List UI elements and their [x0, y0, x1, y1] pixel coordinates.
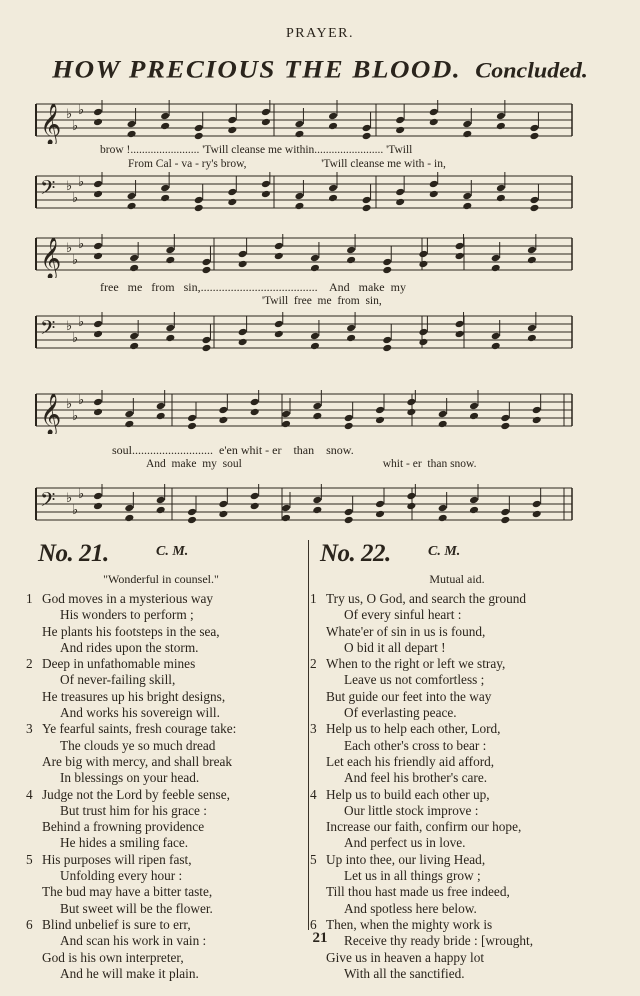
note-head	[362, 124, 372, 133]
svg-text:♭: ♭	[66, 397, 73, 412]
verse-number: 5	[310, 851, 317, 867]
note-head	[160, 112, 170, 121]
verse-line	[326, 640, 596, 656]
verse-line	[326, 884, 596, 900]
verse-text: And perfect us in love.	[344, 835, 466, 851]
note-head	[294, 192, 304, 201]
note-head	[328, 184, 338, 193]
verse-text: When to the right or left we stray,	[326, 656, 506, 672]
note-head	[529, 124, 539, 133]
note-head	[129, 254, 139, 263]
note-head	[124, 410, 134, 419]
note-head	[201, 258, 211, 267]
svg-text:♭: ♭	[78, 103, 85, 118]
svg-text:♭: ♭	[72, 253, 79, 268]
note-head	[438, 504, 448, 513]
verse-line	[26, 851, 312, 868]
verse-text: Let us in all things grow ;	[344, 868, 481, 884]
verse-text: Try us, O God, and search the ground	[326, 591, 527, 606]
note-head	[274, 242, 284, 251]
note-head	[294, 120, 304, 129]
note-head	[281, 504, 291, 513]
system2-treble-staff	[34, 234, 574, 278]
note-head	[395, 116, 405, 125]
verse-text: God is his own interpreter,	[42, 949, 184, 965]
note-head	[344, 508, 354, 517]
svg-text:♭: ♭	[66, 491, 73, 506]
verse-text: Help us to build each other up,	[326, 786, 490, 802]
verse-text: Up into thee, our living Head,	[326, 851, 486, 867]
svg-text:♭: ♭	[72, 331, 79, 346]
verse-text: In blessings on your head.	[60, 770, 200, 786]
note-head	[165, 324, 175, 333]
verse-text: With all the sanctified.	[344, 965, 465, 981]
verse-text: He hides a smiling face.	[60, 835, 189, 851]
verse-line	[310, 721, 596, 737]
note-head	[187, 508, 197, 517]
note-head	[261, 108, 271, 117]
verse-text: And spotless here below.	[344, 900, 477, 916]
verse-line	[42, 966, 312, 982]
note-head	[491, 254, 501, 263]
note-head	[496, 112, 506, 121]
note-head	[93, 398, 103, 407]
verse-line	[326, 819, 596, 835]
verse-text: And he will make it plain.	[60, 965, 199, 981]
svg-text:♭: ♭	[72, 409, 79, 424]
hymn-title	[0, 55, 640, 84]
hymn-21-number: No. 21.	[38, 540, 109, 567]
verse-line	[42, 770, 312, 786]
verse-text: Let each his friendly aid afford,	[326, 753, 495, 769]
treble-clef-icon: 𝄞	[40, 104, 62, 144]
verse-line	[326, 868, 596, 884]
verse-line	[42, 624, 312, 640]
verse-text: Then, when the mighty work is	[326, 916, 493, 932]
system2-treble-lyrics: free me from sin,....................................... And make my	[100, 280, 406, 294]
verse-line	[310, 786, 596, 803]
note-head	[469, 402, 479, 411]
note-head	[527, 246, 537, 255]
note-head	[156, 496, 166, 505]
verse-number: 6	[26, 916, 33, 932]
verse-number: 1	[310, 591, 317, 606]
system3-treble-lyrics: soul........................... e'en whit - er than snow.	[112, 443, 354, 457]
verse-line	[42, 705, 312, 721]
verse-text: Of never-failing skill,	[60, 672, 176, 688]
verse-line	[326, 950, 596, 966]
note-head	[218, 406, 228, 415]
hymn-21-meter: C. M.	[156, 544, 189, 559]
system3-treble-staff	[34, 390, 574, 434]
note-head	[227, 116, 237, 125]
verse-text: Till thou hast made us free indeed,	[326, 884, 510, 900]
verse-line	[26, 591, 312, 607]
svg-text:♭: ♭	[78, 393, 85, 408]
verse-text: His purposes will ripen fast,	[42, 851, 192, 867]
svg-text:♭: ♭	[66, 107, 73, 122]
verse-line	[326, 754, 596, 770]
treble-clef-icon: 𝄞	[40, 238, 62, 278]
verse-text: Our little stock improve :	[344, 802, 479, 818]
note-head	[310, 332, 320, 341]
verse-number: 2	[26, 656, 33, 672]
verse-line	[26, 656, 312, 672]
note-head	[418, 328, 428, 337]
verse-line	[26, 721, 312, 737]
note-head	[238, 250, 248, 259]
note-head	[165, 246, 175, 255]
verse-text: Leave us not comfortless ;	[344, 672, 485, 688]
verse-line	[42, 738, 312, 754]
verse-text: Each other's cross to bear :	[344, 737, 487, 753]
note-head	[93, 492, 103, 501]
note-head	[93, 242, 103, 251]
column-divider	[308, 540, 309, 930]
verse-line	[310, 656, 596, 672]
treble-clef-icon: 𝄞	[40, 394, 62, 434]
note-head	[227, 188, 237, 197]
verse-line	[42, 835, 312, 851]
verse-line	[42, 868, 312, 884]
note-head	[500, 414, 510, 423]
hymn-22-meter: C. M.	[428, 544, 461, 559]
note-head	[375, 406, 385, 415]
note-head	[532, 406, 542, 415]
verse-text: And scan his work in vain :	[60, 933, 207, 949]
note-head	[346, 324, 356, 333]
note-head	[156, 402, 166, 411]
verse-number: 6	[310, 916, 317, 932]
verse-line	[326, 672, 596, 688]
note-head	[529, 196, 539, 205]
svg-text:♭: ♭	[78, 237, 85, 252]
note-head	[382, 258, 392, 267]
verse-line	[42, 672, 312, 688]
hymn-21-verses	[26, 591, 312, 982]
note-head	[346, 246, 356, 255]
verse-line	[326, 689, 596, 705]
note-head	[429, 108, 439, 117]
svg-text:♭: ♭	[72, 119, 79, 134]
verse-line	[42, 607, 312, 623]
svg-text:♭: ♭	[72, 191, 79, 206]
verse-number: 4	[26, 786, 33, 802]
note-head	[344, 414, 354, 423]
verse-text: Deep in unfathomable mines	[42, 656, 196, 672]
verse-number: 3	[310, 721, 317, 737]
verse-text: O bid it all depart !	[344, 639, 446, 655]
verse-line	[42, 640, 312, 656]
svg-text:♭: ♭	[78, 175, 85, 190]
verse-text: And feel his brother's care.	[344, 770, 488, 786]
svg-text:♭: ♭	[66, 241, 73, 256]
system3-bass-lyrics: And make my soul whit - er than snow.	[146, 458, 477, 470]
note-head	[496, 184, 506, 193]
verse-line	[326, 770, 596, 786]
running-head: PRAYER.	[286, 26, 354, 41]
note-head	[438, 410, 448, 419]
note-head	[491, 332, 501, 341]
note-head	[532, 500, 542, 509]
verse-line	[42, 901, 312, 917]
hymn-title-suffix: Concluded.	[475, 58, 588, 83]
note-head	[93, 320, 103, 329]
verse-text: The clouds ye so much dread	[60, 737, 216, 753]
verse-text: The bud may have a bitter taste,	[42, 884, 213, 900]
note-head	[218, 500, 228, 509]
verse-text: But sweet will be the flower.	[60, 900, 213, 916]
verse-text: Of every sinful heart :	[344, 607, 462, 623]
svg-text:♭: ♭	[78, 315, 85, 330]
verse-text: Are big with mercy, and shall break	[42, 753, 233, 769]
note-head	[93, 180, 103, 189]
verse-text: And works his sovereign will.	[60, 705, 220, 721]
note-head	[250, 398, 260, 407]
verse-text: Give us in heaven a happy lot	[326, 949, 485, 965]
note-head	[281, 410, 291, 419]
verse-text: But guide our feet into the way	[326, 688, 492, 704]
verse-line	[326, 966, 596, 982]
note-head	[194, 196, 204, 205]
verse-line	[310, 851, 596, 868]
verse-line	[326, 607, 596, 623]
bass-clef-icon: 𝄢	[40, 176, 56, 204]
note-head	[129, 332, 139, 341]
note-head	[418, 250, 428, 259]
note-head	[261, 180, 271, 189]
verse-text: Blind unbelief is sure to err,	[42, 916, 191, 932]
system1-bass-staff	[34, 172, 574, 216]
svg-text:♭: ♭	[66, 179, 73, 194]
verse-number: 2	[310, 656, 317, 672]
verse-line	[326, 901, 596, 917]
note-head	[127, 120, 137, 129]
hymn-title-main: HOW PRECIOUS THE BLOOD.	[52, 55, 462, 83]
note-head	[160, 184, 170, 193]
note-head	[500, 508, 510, 517]
system2-bass-lyrics: 'Twill free me from sin,	[262, 295, 382, 307]
system2-bass-staff	[34, 312, 574, 356]
system1-treble-staff	[34, 100, 574, 144]
note-head	[362, 196, 372, 205]
note-head	[527, 324, 537, 333]
verse-line	[326, 624, 596, 640]
verse-text: And rides upon the storm.	[60, 639, 199, 655]
verse-line	[42, 754, 312, 770]
verse-line	[42, 884, 312, 900]
note-head	[312, 496, 322, 505]
note-head	[312, 402, 322, 411]
note-head	[395, 188, 405, 197]
verse-text: Judge not the Lord by feeble sense,	[42, 786, 230, 802]
verse-text: Increase our faith, confirm our hope,	[326, 819, 522, 835]
note-head	[274, 320, 284, 329]
hymn-21-subtitle: "Wonderful in counsel."	[103, 572, 219, 586]
verse-text: Whate'er of sin in us is found,	[326, 623, 486, 639]
note-head	[462, 192, 472, 201]
note-head	[429, 180, 439, 189]
verse-line	[326, 803, 596, 819]
verse-line	[42, 803, 312, 819]
verse-line	[326, 738, 596, 754]
verse-text: His wonders to perform ;	[60, 607, 194, 623]
hymn-22-subtitle: Mutual aid.	[429, 572, 485, 586]
verse-number: 5	[26, 851, 33, 867]
note-head	[238, 328, 248, 337]
verse-text: But trust him for his grace :	[60, 802, 207, 818]
note-head	[250, 492, 260, 501]
svg-text:♭: ♭	[66, 319, 73, 334]
verse-number: 1	[26, 591, 33, 606]
verse-line	[326, 835, 596, 851]
note-head	[455, 242, 465, 251]
note-head	[124, 504, 134, 513]
note-head	[462, 120, 472, 129]
system3-bass-staff	[34, 484, 574, 528]
verse-text: Ye fearful saints, fresh courage take:	[42, 721, 237, 737]
verse-line	[326, 705, 596, 721]
verse-text: He treasures up his bright designs,	[42, 688, 226, 704]
note-head	[194, 124, 204, 133]
note-head	[310, 254, 320, 263]
note-head	[469, 496, 479, 505]
verse-text: Help us to help each other, Lord,	[326, 721, 501, 737]
note-head	[187, 414, 197, 423]
note-head	[375, 500, 385, 509]
note-head	[455, 320, 465, 329]
system1-bass-lyrics: From Cal - va - ry's brow, 'Twill cleanse me with - in,	[128, 158, 446, 170]
verse-line	[42, 689, 312, 705]
verse-text: Of everlasting peace.	[344, 705, 457, 721]
bass-clef-icon: 𝄢	[40, 316, 56, 344]
verse-text: He plants his footsteps in the sea,	[42, 623, 220, 639]
note-head	[406, 492, 416, 501]
note-head	[382, 336, 392, 345]
svg-text:♭: ♭	[72, 503, 79, 518]
verse-line	[42, 819, 312, 835]
verse-text: Unfolding every hour :	[60, 868, 183, 884]
verse-line	[42, 950, 312, 966]
page-number: 21	[312, 930, 328, 946]
hymn-22-number: No. 22.	[320, 540, 391, 567]
verse-line	[310, 591, 596, 607]
note-head	[93, 108, 103, 117]
verse-line	[26, 786, 312, 803]
system1-treble-lyrics: brow !........................ 'Twill cleanse me within........................ 'Twill	[100, 144, 413, 156]
svg-text:♭: ♭	[78, 487, 85, 502]
note-head	[201, 336, 211, 345]
bass-clef-icon: 𝄢	[40, 488, 56, 516]
verse-text: God moves in a mysterious way	[42, 591, 213, 606]
verse-text: Receive thy ready bride : [wrought,	[344, 933, 534, 949]
verse-number: 4	[310, 786, 317, 802]
note-head	[328, 112, 338, 121]
verse-text: Behind a frowning providence	[42, 819, 205, 835]
note-head	[127, 192, 137, 201]
verse-number: 3	[26, 721, 33, 737]
note-head	[406, 398, 416, 407]
